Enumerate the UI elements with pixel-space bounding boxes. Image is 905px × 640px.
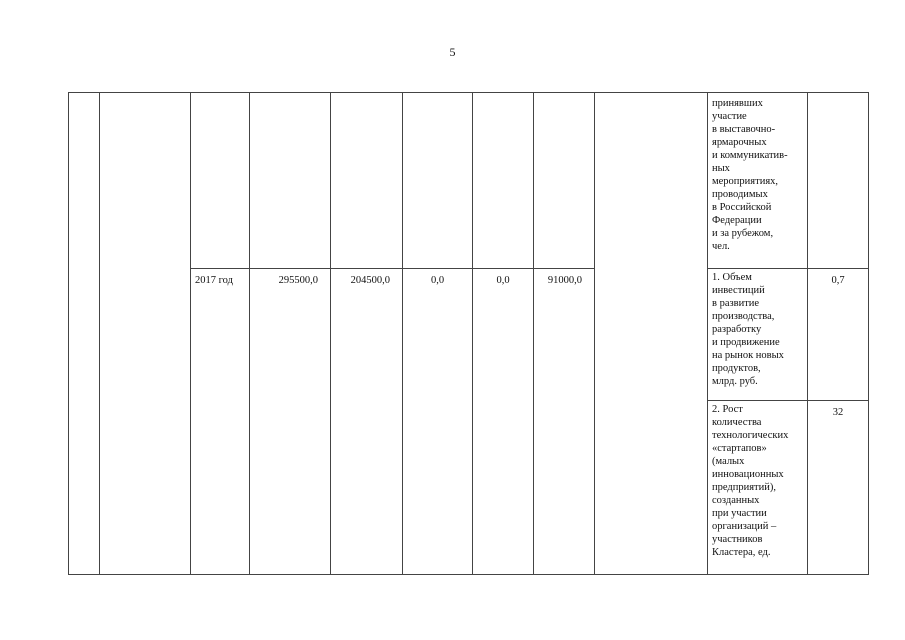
cell-year [191, 93, 250, 269]
cell-indicator-value: 32 [808, 401, 869, 575]
page-number: 5 [449, 45, 456, 59]
cell-indicator: 1. Объем инвестиций в развитие производства, разработку и продвижение на рынок новых продуктов, млрд. руб. [708, 269, 808, 401]
cell-local: 0,0 [473, 269, 534, 575]
cell-indicator-value [808, 93, 869, 269]
cell-number [69, 93, 100, 575]
table-row [69, 93, 869, 269]
cell-other [534, 93, 595, 269]
cell-local [473, 93, 534, 269]
program-funding-table [68, 92, 869, 575]
cell-indicator-value: 0,7 [808, 269, 869, 401]
cell-year: 2017 год [191, 269, 250, 575]
cell-indicator: принявших участие в выставочно- ярмарочных и коммуникатив- ных мероприятиях, проводимых в Российской Федерации и за рубежом, чел. [708, 93, 808, 269]
cell-federal: 204500,0 [331, 269, 403, 575]
cell-regional [403, 93, 473, 269]
cell-federal [331, 93, 403, 269]
cell-total: 295500,0 [250, 269, 331, 575]
cell-name [100, 93, 191, 575]
cell-executor [595, 93, 708, 575]
cell-indicator: 2. Рост количества технологических «стартапов» (малых инновационных предприятий), созданных при участии организаций – участников Кластера, ед. [708, 401, 808, 575]
cell-other: 91000,0 [534, 269, 595, 575]
cell-regional: 0,0 [403, 269, 473, 575]
cell-total [250, 93, 331, 269]
